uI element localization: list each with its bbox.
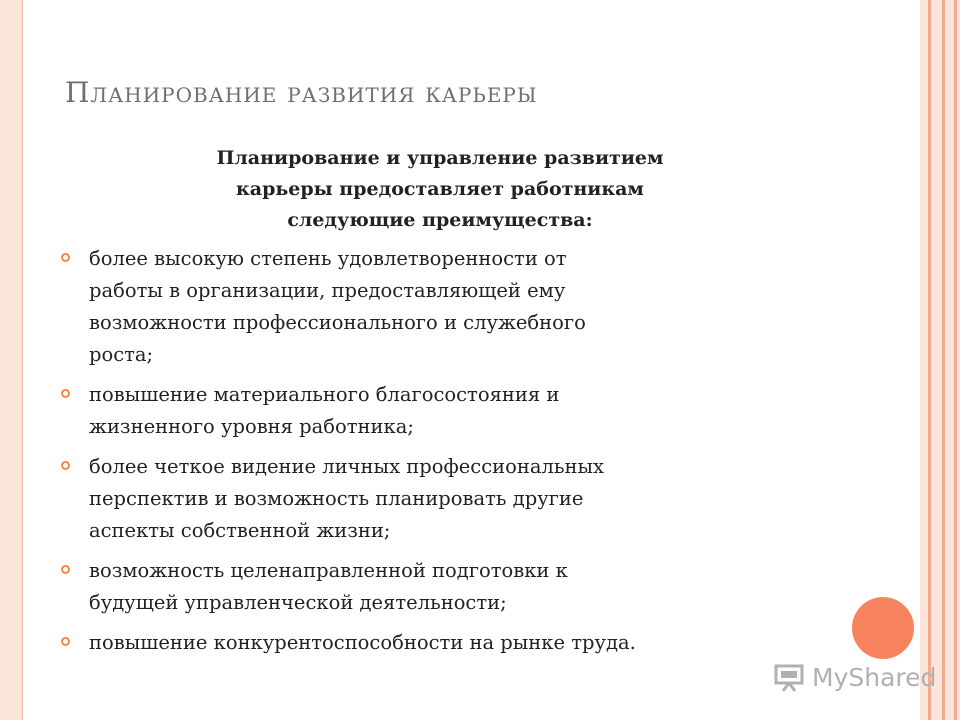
decorative-circle [852, 597, 914, 659]
list-item-text [58, 627, 858, 659]
list-item-line: возможности профессионального и служебного [89, 311, 586, 334]
lead-paragraph [100, 143, 780, 236]
list-item-line: аспекты собственной жизни; [89, 519, 391, 542]
bullet-ring-icon [61, 389, 70, 398]
list-item-line: возможность целенаправленной подготовки к [89, 559, 568, 582]
list-item-line: жизненного уровня работника; [89, 415, 414, 438]
list-item-text [58, 379, 858, 443]
list-item-text [58, 555, 858, 619]
list-item-text [58, 243, 858, 371]
presentation-board-icon [772, 660, 806, 694]
list-item [58, 379, 858, 443]
frame-stripe [928, 0, 931, 720]
benefits-list [58, 243, 858, 667]
bullet-ring-icon [61, 253, 70, 262]
lead-line: Планирование и управление развитием [216, 147, 664, 169]
watermark-text: MyShared [812, 662, 937, 692]
watermark [772, 657, 936, 697]
bullet-ring-icon [61, 637, 70, 646]
list-item-line: повышение конкурентоспособности на рынке труда. [89, 631, 636, 654]
list-item-line: более высокую степень удовлетворенности от [89, 247, 567, 270]
bullet-ring-icon [61, 461, 70, 470]
list-item [58, 627, 858, 659]
frame-stripe [942, 0, 945, 720]
bullet-ring-icon [61, 565, 70, 574]
slide-frame-right [920, 0, 960, 720]
list-item [58, 555, 858, 619]
list-item-line: работы в организации, предоставляющей ему [89, 279, 566, 302]
list-item-line: повышение материального благосостояния и [89, 383, 560, 406]
lead-line: следующие преимущества: [287, 209, 593, 231]
slide-frame-left [0, 0, 23, 720]
list-item-line: роста; [89, 343, 154, 366]
list-item [58, 243, 858, 371]
list-item [58, 451, 858, 547]
slide-title: Планирование развития карьеры [65, 76, 538, 109]
lead-line: карьеры предоставляет работникам [236, 178, 644, 200]
list-item-line: будущей управленческой деятельности; [89, 591, 507, 614]
list-item-text [58, 451, 858, 547]
frame-stripe [954, 0, 957, 720]
list-item-line: перспектив и возможность планировать другие [89, 487, 584, 510]
list-item-line: более четкое видение личных профессиональных [89, 455, 605, 478]
